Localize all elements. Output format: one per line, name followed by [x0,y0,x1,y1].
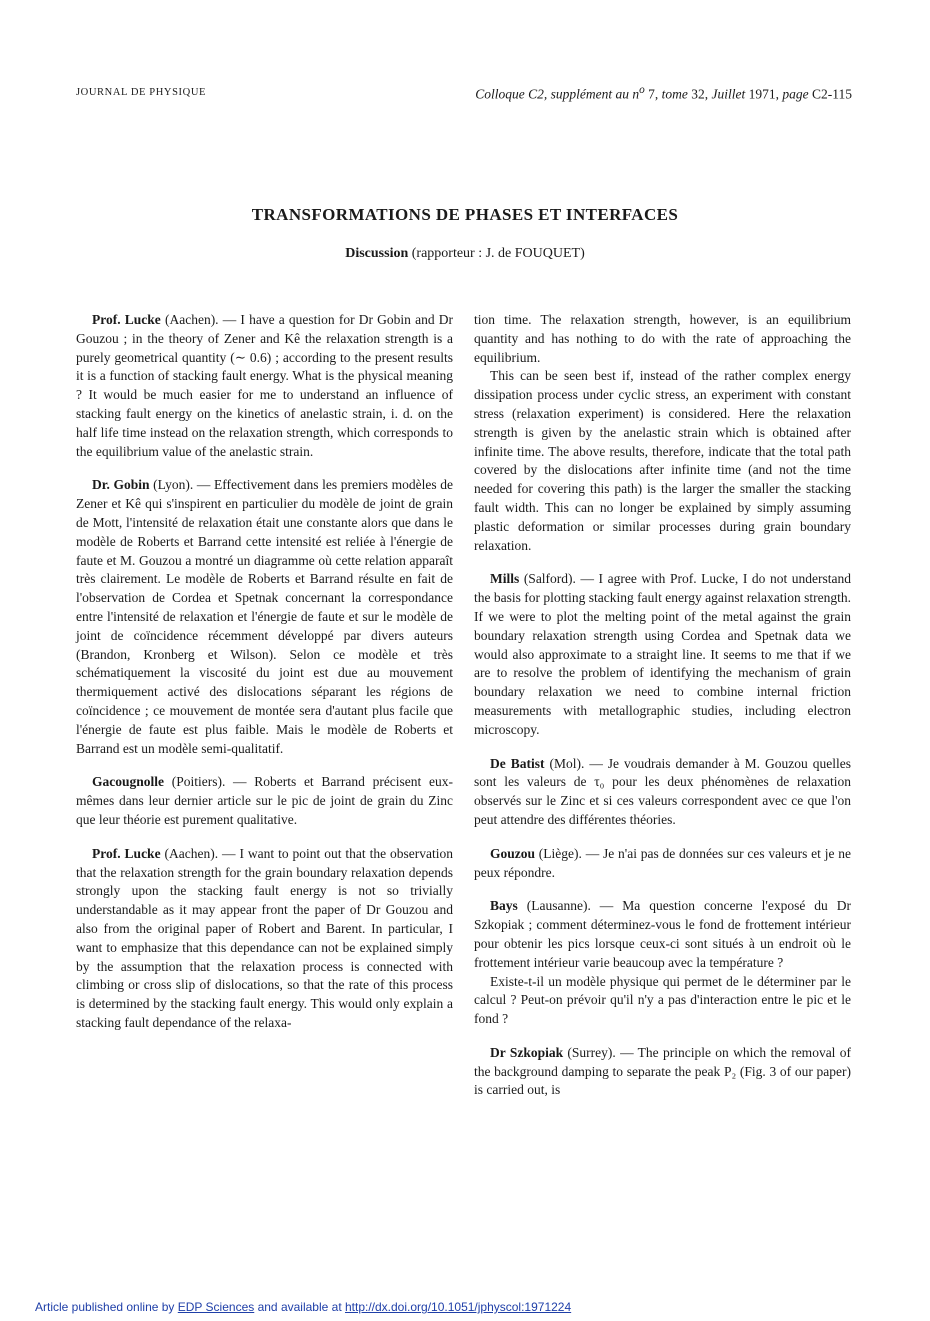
paragraph [474,973,851,1029]
paragraph [474,367,851,555]
speaker-name: Prof. Lucke [92,845,161,861]
publisher-link[interactable]: EDP Sciences [177,1300,255,1314]
paragraph-continuation [474,311,851,367]
paragraph [474,1044,851,1100]
paragraph [76,476,453,758]
speaker-name: Prof. Lucke [92,312,161,327]
speaker-name: Dr Szkopiak [490,1044,564,1060]
speaker-name: Bays [490,898,518,914]
page-subtitle [0,246,930,262]
citation-tome: tome [661,86,688,102]
citation-page-number: C2-115 [808,86,852,102]
footer-prefix: Article published online by [35,1300,178,1314]
paragraph-text: (Aachen). — I have a question for Dr Gobin and Dr Gouzou ; in the theory of Zener and Kê the relaxation strength is a purely geometrical quantity (∼ 0.6) ; according to the present results it is a function of stacking fault energy. What is the physical meaning ? It would be much easier for me to understand an influence of stacking fault energy on the kinetics of anelastic strain, i. d. on the half life time instead on the relaxation strength, which corresponds to the equilibrium value of the anelastic strain. [76,312,453,459]
citation-page-label: page [782,86,809,102]
paragraph-text: (Lyon). — Effectivement dans les premiers modèles de Zener et Kê qui s'inspirent en particulier du modèle de joint de grain de Mott, l'intensité de relaxation était une constante alors que dans le modèle de Roberts et Barrand cette intensité est reliée à l'énergie de faute et M. Gouzou a montré un diagramme où cette relation apparaît très clairement. Le modèle de Roberts et Barrand résulte en fait de l'observation de Cordea et Spetnak concernant la correspondance entre l'intensité de relaxation et l'énergie de faute et sur le modèle de joint de coïncidence récemment développé par divers auteurs (Brandon, Kronberg et Wilson). Selon ce modèle et très schématiquement la viscosité du joint est due au mouvement thermiquement activé des dislocations séparant les régions de coïncidence ; ce mouvement de montée sera d'autant plus facile que l'énergie de faute est plus faible. Mais le modèle de Roberts et Barrand est un modèle semi-qualitatif. [76,477,453,756]
page-title: TRANSFORMATIONS DE PHASES ET INTERFACES [251,205,679,224]
citation-sup: o [639,84,645,96]
left-column [76,311,453,1033]
footer-middle: and available at [254,1300,345,1314]
paragraph [474,570,851,739]
paragraph [474,845,851,883]
citation-number: 7, [644,86,662,102]
paragraph-text: (Liège). — Je n'ai pas de données sur ces valeurs et je ne peux répondre. [474,845,851,880]
journal-name: JOURNAL DE PHYSIQUE [76,87,207,98]
paragraph-text: (Aachen). — I want to point out that the observation that the relaxation strength for the grain boundary relaxation depends strongly upon the stacking fault energy is not so trivially understandable as it may appear front the paper of Dr Gouzou and also from the original paper of Robert and Barent. In particular, I want to emphasize that this dependance can not be explained simply by the assumption that the relaxation process is connected with climbing or cross slip of dislocations, so that the rate of this process is determined by the stacking fault energy. This would only explain a stacking fault dependance of the relaxa- [76,845,453,1030]
paragraph-text: (Poitiers). — Roberts et Barrand précisent eux-mêmes dans leur dernier article sur le pic de joint de grain du Zinc que leur théorie est purement qualitative. [76,774,453,827]
paragraph [76,845,453,1033]
citation-part: Colloque C2, supplément au n [475,86,640,102]
paragraph-text: tion time. The relaxation strength, however, is an equilibrium quantity and has nothing to do with the rate of approaching the equilibrium. [474,312,851,365]
subtitle-rapporteur: (rapporteur : J. de FOUQUET) [408,246,585,261]
speaker-name: Gacougnolle [92,774,165,790]
paragraph-text: (Surrey). — The principle on which the removal of the background damping to separate the peak P₂ (Fig. 3 of our paper) is carried out, is [474,1044,851,1098]
paragraph [76,773,453,829]
paragraph-text: (Salford). — I agree with Prof. Lucke, I do not understand the basis for plotting stacking fault energy against relaxation strength. If we were to plot the melting point of the metal against the grain boundary relaxation strength using Cordea and Spetnak data we would also approximate to a straight line. It seems to me that if we are to resolve the problem of identifying the mechanism of grain boundary relaxation we need to combine internal friction measurements with metallographic studies, including electron microscopy. [474,571,851,737]
citation-volume: 32, [687,86,712,102]
paragraph [474,755,851,830]
speaker-name: Dr. Gobin [92,477,150,493]
right-column [474,311,851,1100]
doi-link[interactable]: http://dx.doi.org/10.1051/jphyscol:1971224 [344,1300,572,1314]
citation-year: 1971, [745,86,783,102]
paragraph-text: (Lausanne). — Ma question concerne l'exposé du Dr Szkopiak ; comment déterminez-vous le fond de frottement intérieur pour obtenir les pics lorsque ceux-ci sont situés à un endroit où le frottement intérieur varie beaucoup avec la température ? [474,898,851,970]
paragraph-text: (Mol). — Je voudrais demander à M. Gouzou quelles sont les valeurs de τ₀ pour les deux phénomènes de relaxation observés sur le Zinc et si ces valeurs correspondent avec ce que l'on peut attendre des différentes théories. [474,755,851,827]
publication-footer [35,1300,571,1314]
speaker-name: Mills [490,571,520,587]
paragraph [474,897,851,972]
paragraph-text: Existe-t-il un modèle physique qui permet de le déterminer par le calcul ? Peut-on prévoir qu'il n'y a pas d'interaction entre le pic et le fond ? [474,973,851,1027]
paragraph [76,311,453,461]
citation-month: Juillet [711,86,746,102]
citation [475,84,852,103]
speaker-name: Gouzou [490,845,536,861]
paragraph-text: This can be seen best if, instead of the rather complex energy dissipation process under cyclic stress, an experiment with constant stress (relaxation experiment) is considered. Here the relaxation strength is given by the anelastic strain which is obtained after infinite time. The above results, therefore, indicate that the total path covered by the dislocations after infinite time (and not the time needed for covering this path) is the larger the smaller the stacking fault width. This can no longer be explained by simply assuming plastic deformation or similar processes during grain boundary relaxation. [474,368,851,553]
subtitle-label: Discussion [345,246,409,261]
speaker-name: De Batist [490,755,545,771]
